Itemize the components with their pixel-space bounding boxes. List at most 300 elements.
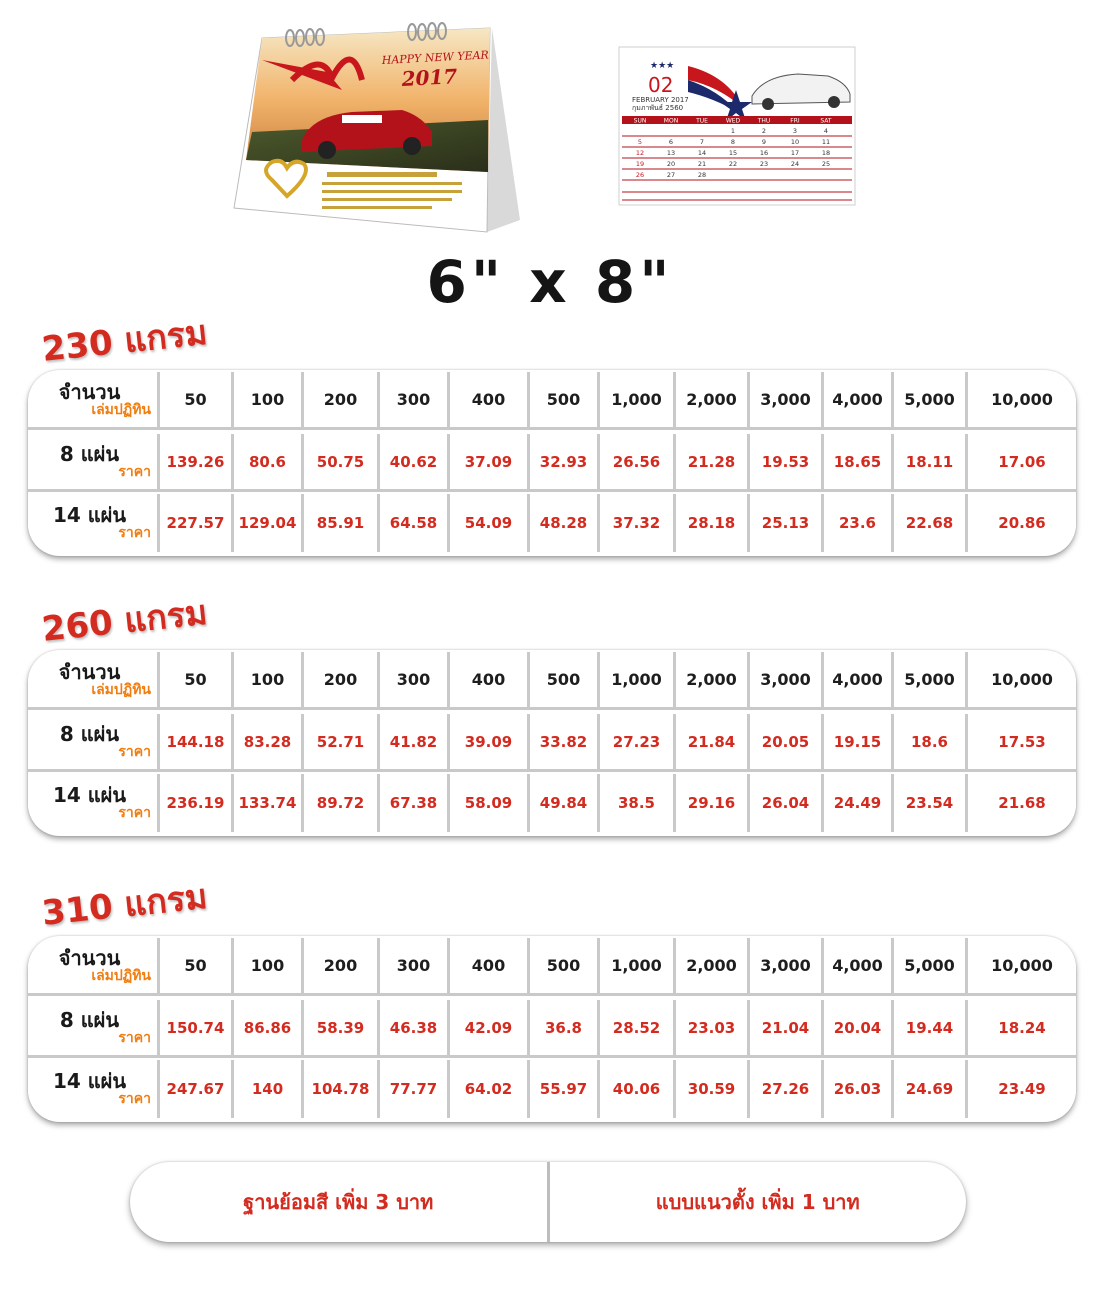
quantity-value: 300 (396, 956, 431, 975)
quantity-value: 50 (184, 956, 207, 975)
price-cell (968, 714, 1076, 772)
quantity-header-cell (160, 938, 234, 996)
quantity-header-cell (676, 938, 750, 996)
price-value: 20.05 (761, 732, 810, 751)
quantity-header-cell (450, 652, 530, 710)
calendar-day: 12 (635, 149, 645, 157)
price-value: 247.67 (166, 1080, 225, 1098)
price-value: 21.84 (687, 732, 736, 751)
price-cell (676, 494, 750, 552)
quantity-header-cell (894, 938, 968, 996)
price-cell (160, 494, 234, 552)
price-value: 80.6 (248, 452, 286, 471)
quantity-value: 400 (471, 670, 506, 689)
price-value: 26.56 (612, 452, 661, 471)
calendar-day: 25 (821, 160, 831, 168)
option-colored-base: ฐานย้อมสี เพิ่ม 3 บาท (130, 1162, 550, 1242)
calendar-day: 19 (635, 160, 645, 168)
price-cell (450, 714, 530, 772)
calendar-day: 18 (821, 149, 831, 157)
price-cell (234, 1000, 304, 1058)
section-title-310: 310 แกรม (40, 876, 210, 934)
price-cell (450, 434, 530, 492)
price-cell (380, 434, 450, 492)
quantity-header-cell (676, 652, 750, 710)
price-sublabel: ราคา (118, 525, 151, 541)
price-value: 40.06 (612, 1080, 661, 1098)
quantity-label-cell (28, 938, 160, 996)
quantity-value: 5,000 (904, 390, 955, 409)
price-value: 24.49 (833, 794, 882, 812)
price-value: 24.69 (905, 1080, 954, 1098)
calendar-day: 4 (823, 127, 829, 135)
price-value: 38.5 (617, 794, 655, 812)
price-cell (600, 1000, 676, 1058)
calendar-day: 2 (761, 127, 767, 135)
sheet-count-label: 8 แผ่น (59, 1007, 120, 1032)
price-value: 58.09 (464, 794, 513, 812)
quantity-header-cell (968, 652, 1076, 710)
price-value: 104.78 (311, 1080, 370, 1098)
quantity-sublabel: เล่มปฏิทิน (91, 681, 151, 698)
quantity-header-cell (304, 938, 380, 996)
price-cell (530, 774, 600, 832)
price-cell (450, 494, 530, 552)
sheet-count-label: 14 แผ่น (52, 783, 127, 807)
calendar-day: 8 (730, 138, 736, 146)
price-value: 18.65 (833, 452, 882, 471)
price-cell (380, 1000, 450, 1058)
price-cell (894, 1060, 968, 1118)
price-value: 19.15 (833, 732, 882, 751)
price-cell (160, 1060, 234, 1118)
price-cell (968, 1000, 1076, 1058)
price-value: 50.75 (316, 452, 365, 471)
price-value: 28.18 (687, 514, 736, 532)
calendar-day: 13 (666, 149, 676, 157)
price-value: 227.57 (166, 514, 225, 532)
price-table-260 (28, 650, 1076, 836)
quantity-value: 300 (396, 390, 431, 409)
quantity-header-row (28, 372, 1076, 432)
price-value: 27.26 (761, 1080, 810, 1098)
quantity-value: 3,000 (760, 390, 811, 409)
quantity-header-cell (380, 372, 450, 430)
price-cell (450, 774, 530, 832)
price-value: 41.82 (389, 732, 438, 751)
price-cell (600, 434, 676, 492)
price-value: 139.26 (166, 452, 225, 471)
price-value: 37.09 (464, 452, 513, 471)
quantity-header-row (28, 938, 1076, 998)
flat-calendar-month-th: กุมภาพันธ์ 2560 (632, 104, 684, 112)
quantity-value: 200 (323, 390, 358, 409)
price-cell (824, 1000, 894, 1058)
price-row (28, 1000, 1076, 1060)
quantity-sublabel: เล่มปฏิทิน (91, 401, 151, 418)
calendar-day: 1 (730, 127, 736, 135)
price-cell (676, 1000, 750, 1058)
price-cell (160, 1000, 234, 1058)
calendar-day: 15 (728, 149, 738, 157)
calendar-day: 23 (759, 160, 769, 168)
flat-calendar-image (618, 46, 858, 208)
quantity-header-cell (530, 938, 600, 996)
sheet-count-label: 8 แผ่น (59, 441, 120, 466)
price-cell (894, 1000, 968, 1058)
price-row (28, 774, 1076, 834)
price-cell (530, 1060, 600, 1118)
price-sublabel: ราคา (118, 805, 151, 821)
price-cell (824, 1060, 894, 1118)
tent-calendar-image (232, 20, 522, 240)
weekday-label: SAT (820, 117, 832, 125)
price-cell (600, 714, 676, 772)
price-row (28, 714, 1076, 774)
price-cell (234, 714, 304, 772)
price-cell (304, 494, 380, 552)
tent-calendar-year: 2017 (401, 64, 458, 91)
price-cell (750, 1060, 824, 1118)
price-cell (824, 494, 894, 552)
price-value: 20.86 (998, 514, 1046, 532)
price-value: 54.09 (464, 514, 513, 532)
calendar-day: 16 (759, 149, 769, 157)
quantity-header-cell (450, 938, 530, 996)
tent-calendar-greeting: HAPPY NEW YEAR (381, 48, 490, 67)
price-cell (304, 434, 380, 492)
price-cell (530, 714, 600, 772)
quantity-header-cell (968, 372, 1076, 430)
quantity-value: 200 (323, 670, 358, 689)
price-cell (160, 434, 234, 492)
sheet-label-cell (28, 714, 160, 772)
quantity-value: 2,000 (686, 390, 737, 409)
price-value: 21.04 (761, 1018, 810, 1037)
calendar-day: 21 (697, 160, 707, 168)
option-vertical-layout: แบบแนวตั้ง เพิ่ม 1 บาท (655, 1190, 860, 1214)
price-cell (968, 774, 1076, 832)
price-value: 29.16 (687, 794, 736, 812)
quantity-header-cell (750, 938, 824, 996)
price-value: 17.06 (998, 452, 1046, 471)
calendar-day: 14 (697, 149, 707, 157)
quantity-label: จำนวน (58, 945, 121, 970)
price-cell (304, 1000, 380, 1058)
quantity-header-cell (600, 652, 676, 710)
price-value: 18.24 (998, 1018, 1046, 1037)
price-table-310 (28, 936, 1076, 1122)
price-value: 27.23 (612, 732, 661, 751)
calendar-day: 6 (668, 138, 674, 146)
price-value: 48.28 (539, 514, 588, 532)
price-cell (380, 714, 450, 772)
price-value: 23.03 (687, 1018, 736, 1037)
sheet-count-label: 8 แผ่น (59, 721, 120, 746)
price-value: 23.49 (998, 1080, 1046, 1098)
quantity-header-cell (160, 372, 234, 430)
quantity-value: 1,000 (611, 956, 662, 975)
price-value: 26.03 (833, 1080, 882, 1098)
flat-calendar-month-en: FEBRUARY 2017 (632, 96, 689, 104)
price-cell (380, 1060, 450, 1118)
quantity-header-cell (160, 652, 234, 710)
sheet-label-cell (28, 774, 160, 832)
quantity-value: 3,000 (760, 956, 811, 975)
price-value: 32.93 (539, 452, 588, 471)
extra-options-bar (130, 1162, 966, 1242)
price-cell (600, 774, 676, 832)
price-cell (450, 1060, 530, 1118)
price-value: 26.04 (761, 794, 810, 812)
quantity-value: 100 (250, 390, 285, 409)
quantity-sublabel: เล่มปฏิทิน (91, 967, 151, 984)
calendar-day: 9 (761, 138, 767, 146)
price-cell (304, 1060, 380, 1118)
quantity-value: 300 (396, 670, 431, 689)
price-row (28, 1060, 1076, 1120)
quantity-header-cell (750, 372, 824, 430)
quantity-header-cell (894, 372, 968, 430)
quantity-header-cell (824, 938, 894, 996)
price-value: 89.72 (316, 794, 365, 812)
price-value: 19.44 (905, 1018, 954, 1037)
price-value: 28.52 (612, 1018, 661, 1037)
price-value: 20.04 (833, 1018, 882, 1037)
quantity-value: 400 (471, 956, 506, 975)
price-sublabel: ราคา (118, 1029, 151, 1046)
sheet-count-label: 14 แผ่น (52, 1069, 127, 1093)
price-value: 23.6 (838, 514, 876, 532)
quantity-header-cell (600, 372, 676, 430)
price-value: 64.58 (389, 514, 438, 532)
quantity-value: 3,000 (760, 670, 811, 689)
quantity-header-cell (234, 938, 304, 996)
calendar-day: 28 (697, 171, 707, 179)
quantity-header-cell (234, 652, 304, 710)
quantity-header-cell (304, 652, 380, 710)
quantity-header-cell (450, 372, 530, 430)
price-cell (676, 714, 750, 772)
price-value: 85.91 (316, 514, 365, 532)
calendar-day: 17 (790, 149, 800, 157)
quantity-value: 4,000 (832, 390, 883, 409)
price-cell (676, 774, 750, 832)
price-value: 25.13 (761, 514, 810, 532)
quantity-label: จำนวน (58, 379, 121, 404)
sheet-label-cell (28, 434, 160, 492)
price-value: 19.53 (761, 452, 810, 471)
quantity-header-cell (600, 938, 676, 996)
weekday-label: THU (757, 117, 771, 125)
sheet-count-label: 14 แผ่น (52, 503, 127, 527)
quantity-value: 5,000 (904, 670, 955, 689)
weekday-label: TUE (696, 117, 708, 125)
quantity-header-cell (676, 372, 750, 430)
price-value: 46.38 (389, 1018, 438, 1037)
quantity-value: 1,000 (611, 390, 662, 409)
weekday-label: SUN (633, 117, 647, 125)
price-value: 17.53 (998, 732, 1046, 751)
quantity-label-cell (28, 652, 160, 710)
price-cell (450, 1000, 530, 1058)
price-value: 129.04 (238, 514, 297, 532)
price-cell (750, 774, 824, 832)
quantity-value: 10,000 (991, 956, 1053, 975)
price-row (28, 494, 1076, 554)
price-cell (600, 494, 676, 552)
price-cell (894, 714, 968, 772)
price-cell (304, 714, 380, 772)
price-value: 64.02 (464, 1080, 513, 1098)
price-sublabel: ราคา (118, 463, 151, 480)
weekday-label: FRI (790, 117, 800, 125)
price-cell (968, 494, 1076, 552)
calendar-day: 27 (666, 171, 676, 179)
price-sublabel: ราคา (118, 1091, 151, 1107)
price-cell (824, 714, 894, 772)
price-cell (894, 434, 968, 492)
price-cell (676, 434, 750, 492)
quantity-value: 500 (546, 390, 581, 409)
quantity-header-cell (234, 372, 304, 430)
price-cell (750, 1000, 824, 1058)
size-title: 6" x 8" (426, 248, 674, 316)
quantity-header-cell (304, 372, 380, 430)
quantity-header-cell (968, 938, 1076, 996)
quantity-value: 10,000 (991, 390, 1053, 409)
quantity-value: 4,000 (832, 670, 883, 689)
price-cell (234, 434, 304, 492)
price-value: 21.68 (998, 794, 1046, 812)
price-cell (304, 774, 380, 832)
quantity-value: 10,000 (991, 670, 1053, 689)
price-sublabel: ราคา (118, 743, 151, 760)
price-cell (968, 1060, 1076, 1118)
calendar-day: 20 (666, 160, 676, 168)
section-title-230: 230 แกรม (40, 312, 210, 370)
price-cell (380, 774, 450, 832)
calendar-day: 11 (821, 138, 831, 146)
price-value: 37.32 (612, 514, 661, 532)
quantity-value: 2,000 (686, 670, 737, 689)
price-cell (968, 434, 1076, 492)
quantity-value: 400 (471, 390, 506, 409)
quantity-label-cell (28, 372, 160, 430)
price-table-230 (28, 370, 1076, 556)
quantity-value: 5,000 (904, 956, 955, 975)
price-value: 140 (251, 1080, 284, 1098)
price-cell (894, 494, 968, 552)
price-value: 18.6 (910, 732, 948, 751)
flat-calendar-month-number: 02 (648, 73, 674, 97)
price-cell (750, 714, 824, 772)
price-value: 144.18 (166, 732, 225, 751)
price-cell (160, 714, 234, 772)
price-cell (750, 494, 824, 552)
price-value: 40.62 (389, 452, 438, 471)
price-cell (750, 434, 824, 492)
section-title-260: 260 แกรม (40, 592, 210, 650)
quantity-header-cell (894, 652, 968, 710)
sheet-label-cell (28, 1000, 160, 1058)
sheet-label-cell (28, 494, 160, 552)
price-value: 67.38 (389, 794, 438, 812)
calendar-day: 5 (637, 138, 643, 146)
quantity-label: จำนวน (58, 659, 121, 684)
price-cell (824, 434, 894, 492)
price-value: 42.09 (464, 1018, 513, 1037)
quantity-value: 500 (546, 670, 581, 689)
quantity-header-cell (750, 652, 824, 710)
price-cell (160, 774, 234, 832)
price-value: 33.82 (539, 732, 588, 751)
quantity-value: 100 (250, 956, 285, 975)
quantity-header-row (28, 652, 1076, 712)
quantity-value: 2,000 (686, 956, 737, 975)
quantity-value: 100 (250, 670, 285, 689)
price-cell (380, 494, 450, 552)
calendar-day: 10 (790, 138, 800, 146)
price-value: 36.8 (544, 1018, 582, 1037)
svg-text:★★★: ★★★ (650, 61, 675, 71)
price-row (28, 434, 1076, 494)
price-value: 22.68 (905, 514, 954, 532)
price-cell (530, 434, 600, 492)
price-value: 83.28 (243, 732, 292, 751)
price-cell (600, 1060, 676, 1118)
quantity-header-cell (824, 372, 894, 430)
quantity-value: 50 (184, 390, 207, 409)
sheet-label-cell (28, 1060, 160, 1118)
price-cell (530, 1000, 600, 1058)
price-value: 236.19 (166, 794, 225, 812)
price-value: 86.86 (243, 1018, 292, 1037)
price-cell (234, 774, 304, 832)
price-cell (824, 774, 894, 832)
price-cell (894, 774, 968, 832)
quantity-value: 500 (546, 956, 581, 975)
price-cell (676, 1060, 750, 1118)
calendar-day: 3 (792, 127, 798, 135)
calendar-day: 7 (699, 138, 705, 146)
quantity-value: 50 (184, 670, 207, 689)
quantity-value: 200 (323, 956, 358, 975)
price-cell (530, 494, 600, 552)
quantity-header-cell (824, 652, 894, 710)
price-value: 55.97 (539, 1080, 588, 1098)
price-value: 77.77 (389, 1080, 438, 1098)
quantity-header-cell (530, 372, 600, 430)
price-cell (234, 494, 304, 552)
weekday-label: MON (663, 117, 679, 125)
quantity-value: 4,000 (832, 956, 883, 975)
calendar-day: 24 (790, 160, 800, 168)
price-value: 49.84 (539, 794, 588, 812)
quantity-value: 1,000 (611, 670, 662, 689)
price-value: 21.28 (687, 452, 736, 471)
price-cell (234, 1060, 304, 1118)
quantity-header-cell (530, 652, 600, 710)
price-value: 133.74 (238, 794, 297, 812)
price-value: 18.11 (905, 452, 954, 471)
price-value: 58.39 (316, 1018, 365, 1037)
calendar-day: 22 (728, 160, 738, 168)
calendar-day: 26 (635, 171, 645, 179)
price-value: 52.71 (316, 732, 365, 751)
price-value: 39.09 (464, 732, 513, 751)
quantity-header-cell (380, 938, 450, 996)
